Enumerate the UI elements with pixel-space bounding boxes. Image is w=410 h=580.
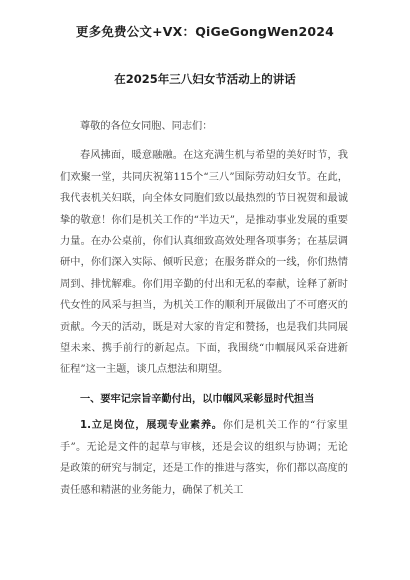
opening-paragraph: 春风拂面，暖意融融。在这充满生机与希望的美好时节，我们欢聚一堂，共同庆祝第115个“三八”国际劳动妇女节。在此，我代表机关妇联，向全体女同胞们致以最热烈的节日祝贺和最诚挚的敬意！你们是机关工作的“半边天”，是推动事业发展的重要力量。在办公桌前，你们认真细致高效处理各项事务；在基层调研中，你们深入实际、倾听民意；在服务群众的一线，你们热情周到、排忧解难。你们用辛勤的付出和无私的奉献，诠释了新时代女性的风采与担当，为机关工作的顺利开展做出了不可磨灭的贡献。今天的活动，既是对大家的肯定和赞扬，也是我们共同展望未来、携手前行的新起点。下面，我围绕“巾帼展风采奋进新征程”这一主题，谈几点想法和期望。 xyxy=(60,150,348,376)
section-heading: 一、要牢记宗旨辛勤付出，以巾帼风采彰显时代担当 xyxy=(80,393,315,405)
item-text: 你们是机关工作的“行家里手”。无论是文件的起草与审核，还是会议的组织与协调；无论是政策的研究与制定，还是工作的推进与落实，你们都以高度的责任感和精湛的业务能力，确保了机关工 xyxy=(60,420,348,496)
item-lead: 1.立足岗位，展现专业素养。 xyxy=(80,420,223,432)
watermark-header: 更多免费公文+VX：QiGeGongWen2024 xyxy=(75,24,335,39)
greeting-line: 尊敬的各位女同胞、同志们： xyxy=(80,121,213,132)
section-paragraph xyxy=(60,415,348,501)
speech-title: 在2025年三八妇女节活动上的讲话 xyxy=(114,72,296,86)
speech-body xyxy=(60,116,348,501)
